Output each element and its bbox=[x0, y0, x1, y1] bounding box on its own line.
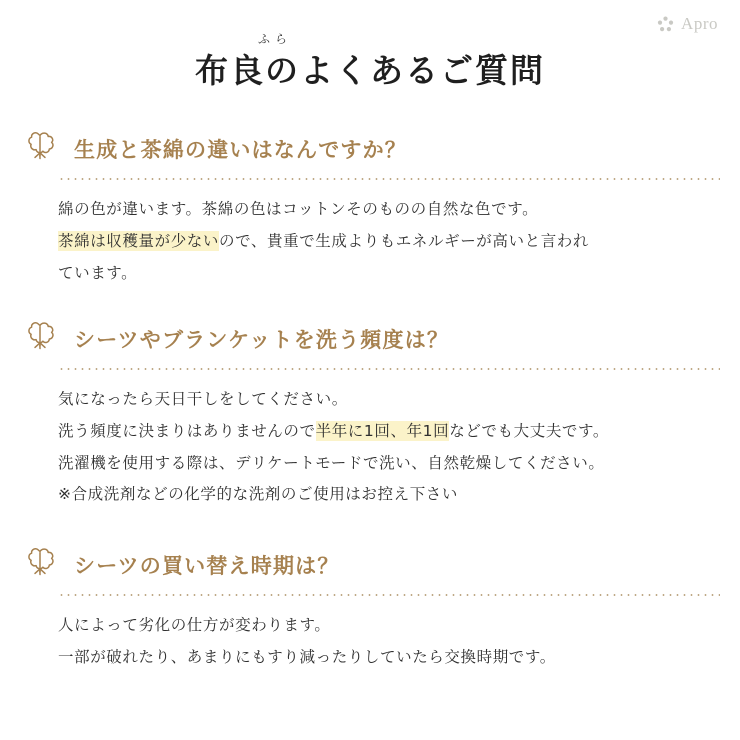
faq-question-text: シーツの買い替え時期は？ bbox=[74, 554, 340, 578]
faq-answer-line bbox=[58, 416, 722, 448]
faq-answer bbox=[58, 610, 722, 674]
faq-answer-line bbox=[58, 448, 722, 480]
faq-answer-line bbox=[58, 642, 722, 674]
faq-question-row[interactable] bbox=[18, 128, 722, 168]
faq-question-text: シーツやブランケットを洗う頻度は？ bbox=[74, 328, 450, 352]
answer-text: 洗う頻度に決まりはありませんので bbox=[58, 421, 316, 440]
page-title bbox=[0, 30, 740, 92]
title-text: 布良のよくあるご質問 bbox=[195, 51, 545, 90]
faq-item bbox=[18, 128, 722, 289]
answer-text: ※合成洗剤などの化学的な洗剤のご使用はお控え下さい bbox=[58, 485, 458, 504]
cotton-boll-icon bbox=[18, 540, 62, 584]
answer-text: ので、貴重で生成よりもエネルギーが高いと言われ bbox=[219, 231, 590, 250]
answer-text: 気になったら天日干しをしてください。 bbox=[58, 390, 348, 408]
faq-answer-line bbox=[58, 384, 722, 416]
answer-text: 一部が破れたり、あまりにもすり減ったりしていたら交換時期です。 bbox=[58, 647, 556, 666]
faq-answer-line bbox=[58, 258, 722, 290]
faq-answer-line bbox=[58, 226, 722, 258]
faq-divider bbox=[58, 594, 720, 596]
title-ruby: ふら bbox=[257, 32, 292, 46]
answer-text: 人によって劣化の仕方が変わります。 bbox=[58, 616, 331, 634]
faq-question-text: 生成と茶綿の違いはなんですか？ bbox=[74, 138, 407, 162]
faq-answer bbox=[58, 194, 722, 289]
faq-item bbox=[18, 318, 722, 511]
cotton-boll-icon bbox=[18, 124, 62, 168]
answer-text: ています。 bbox=[58, 263, 138, 282]
faq-answer-line bbox=[58, 479, 722, 511]
answer-text: 綿の色が違います。茶綿の色はコットンそのものの自然な色です。 bbox=[58, 200, 539, 218]
answer-text: などでも大丈夫です。 bbox=[449, 421, 609, 440]
brand-name: Apro bbox=[681, 14, 718, 33]
faq-divider bbox=[58, 178, 720, 180]
cotton-boll-icon bbox=[18, 314, 62, 358]
highlighted-text: 茶綿は収穫量が少ない bbox=[58, 231, 220, 250]
faq-question-row[interactable] bbox=[18, 318, 722, 358]
faq-divider bbox=[58, 368, 720, 370]
faq-answer-line bbox=[58, 610, 722, 642]
answer-text: 洗濯機を使用する際は、デリケートモードで洗い、自然乾燥してください。 bbox=[58, 453, 605, 472]
faq-answer bbox=[58, 384, 722, 511]
faq-question-row[interactable] bbox=[18, 544, 722, 584]
highlighted-text: 半年に1回、年1回 bbox=[315, 421, 450, 440]
faq-answer-line bbox=[58, 194, 722, 226]
faq-item bbox=[18, 544, 722, 674]
